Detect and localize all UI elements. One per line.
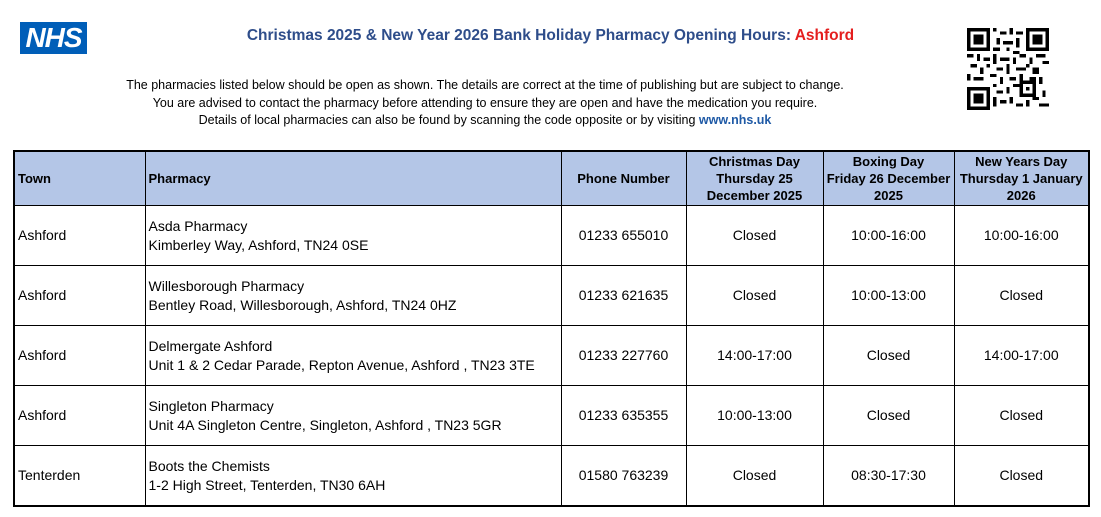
christmas-hours-cell: Closed <box>686 206 823 266</box>
christmas-hours-cell: 14:00-17:00 <box>686 326 823 386</box>
table-row <box>14 266 1089 326</box>
header-christmas-line-1: Christmas Day <box>708 154 801 169</box>
town-cell: Tenterden <box>14 446 145 507</box>
header-christmas-line-2: Thursday 25 <box>716 171 793 186</box>
pharmacy-name: Delmergate Ashford <box>148 337 273 354</box>
header-newyear-line-3: 2026 <box>1006 188 1036 203</box>
pharmacy-address: Unit 1 & 2 Cedar Parade, Repton Avenue, Ashford , TN23 3TE <box>148 356 535 373</box>
table-row <box>14 326 1089 386</box>
table-row <box>14 386 1089 446</box>
header-boxing-day <box>823 151 954 206</box>
intro-text <box>0 77 970 130</box>
newyear-hours-cell: 14:00-17:00 <box>954 326 1089 386</box>
pharmacy-cell <box>145 386 561 446</box>
page-title <box>0 27 1101 45</box>
phone-cell: 01580 763239 <box>561 446 686 507</box>
phone-cell: 01233 655010 <box>561 206 686 266</box>
pharmacy-address: Unit 4A Singleton Centre, Singleton, Ashford , TN23 5GR <box>148 416 502 433</box>
christmas-hours-cell: Closed <box>686 446 823 507</box>
header-pharmacy: Pharmacy <box>145 151 561 206</box>
pharmacy-address: 1-2 High Street, Tenterden, TN30 6AH <box>148 476 386 493</box>
newyear-hours-cell: Closed <box>954 446 1089 507</box>
pharmacy-name: Asda Pharmacy <box>148 217 248 234</box>
boxing-hours-cell: 10:00-13:00 <box>823 266 954 326</box>
intro-line-3-text: Details of local pharmacies can also be found by scanning the code opposite or by visiting <box>198 113 696 127</box>
page-title-place: Ashford <box>794 27 855 44</box>
header-town: Town <box>14 151 145 206</box>
header-boxing-line-3: 2025 <box>874 188 903 203</box>
boxing-hours-cell: Closed <box>823 326 954 386</box>
intro-line-3 <box>0 112 970 130</box>
phone-cell: 01233 227760 <box>561 326 686 386</box>
table-row <box>14 206 1089 266</box>
pharmacy-cell <box>145 446 561 507</box>
table-row <box>14 446 1089 507</box>
boxing-hours-cell: 08:30-17:30 <box>823 446 954 507</box>
header-phone: Phone Number <box>561 151 686 206</box>
header-christmas-line-3: December 2025 <box>706 188 803 203</box>
intro-line-2: You are advised to contact the pharmacy before attending to ensure they are open and have the medication you require. <box>152 95 818 110</box>
boxing-hours-cell: Closed <box>823 386 954 446</box>
nhs-website-link[interactable]: www.nhs.uk <box>698 113 772 127</box>
pharmacy-name: Singleton Pharmacy <box>148 397 274 414</box>
phone-cell: 01233 621635 <box>561 266 686 326</box>
newyear-hours-cell: Closed <box>954 266 1089 326</box>
pharmacy-name: Willesborough Pharmacy <box>148 277 305 294</box>
town-cell: Ashford <box>14 326 145 386</box>
town-cell: Ashford <box>14 266 145 326</box>
header-christmas-day <box>686 151 823 206</box>
qr-code-icon <box>967 28 1049 110</box>
pharmacy-cell <box>145 206 561 266</box>
newyear-hours-cell: 10:00-16:00 <box>954 206 1089 266</box>
town-cell: Ashford <box>14 386 145 446</box>
header-boxing-line-1: Boxing Day <box>852 154 925 169</box>
header-newyear-line-2: Thursday 1 January <box>959 171 1083 186</box>
pharmacy-address: Bentley Road, Willesborough, Ashford, TN24 0HZ <box>148 296 457 313</box>
header-boxing-line-2: Friday 26 December <box>826 171 951 186</box>
pharmacy-address: Kimberley Way, Ashford, TN24 0SE <box>148 236 369 253</box>
intro-line-1: The pharmacies listed below should be open as shown. The details are correct at the time of publishing but are subject to change. <box>126 78 844 92</box>
pharmacy-cell <box>145 326 561 386</box>
town-cell: Ashford <box>14 206 145 266</box>
phone-cell: 01233 635355 <box>561 386 686 446</box>
boxing-hours-cell: 10:00-16:00 <box>823 206 954 266</box>
pharmacy-hours-table <box>13 150 1090 507</box>
newyear-hours-cell: Closed <box>954 386 1089 446</box>
header-new-years-day <box>954 151 1089 206</box>
header-newyear-line-1: New Years Day <box>975 154 1068 169</box>
pharmacy-cell <box>145 266 561 326</box>
table-header-row <box>14 151 1089 206</box>
nhs-logo: NHS <box>20 22 87 54</box>
pharmacy-name: Boots the Chemists <box>148 457 270 474</box>
page-title-text: Christmas 2025 & New Year 2026 Bank Holiday Pharmacy Opening Hours: <box>246 27 791 44</box>
christmas-hours-cell: Closed <box>686 266 823 326</box>
christmas-hours-cell: 10:00-13:00 <box>686 386 823 446</box>
